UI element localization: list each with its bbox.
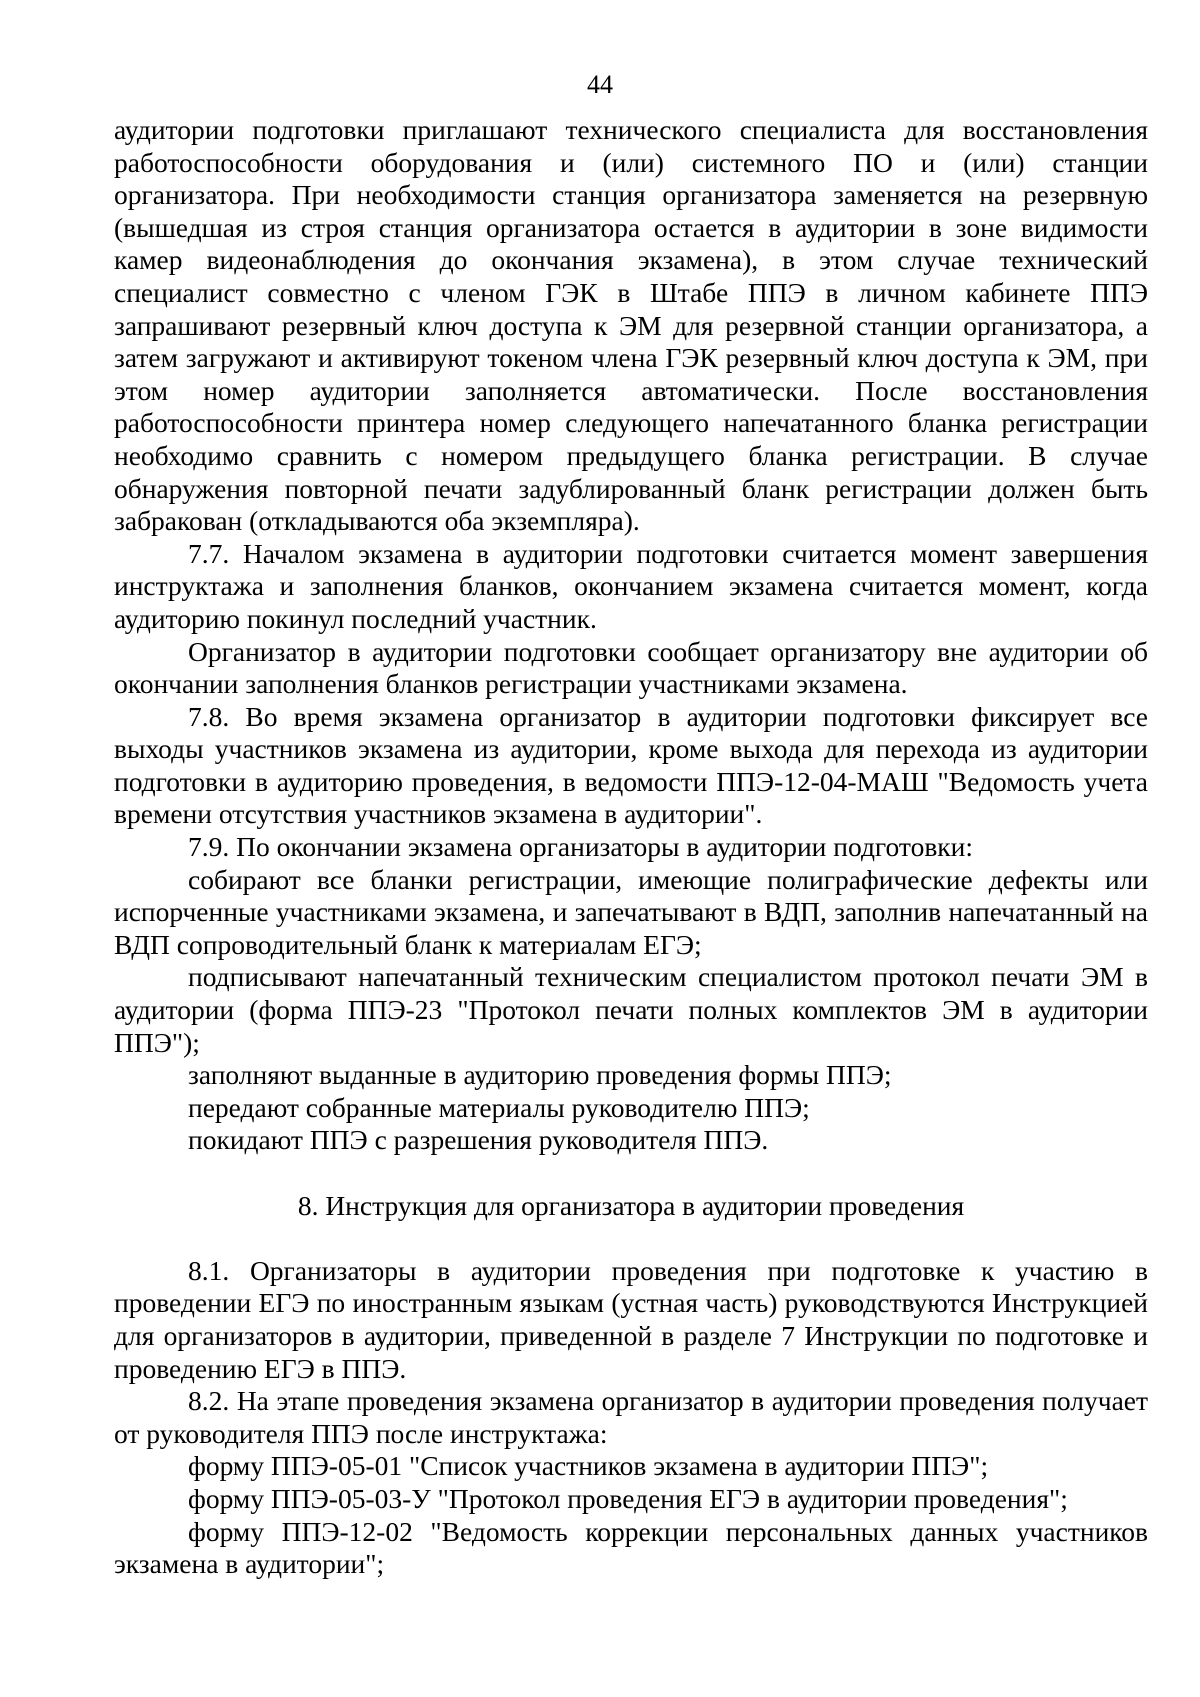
list-item-form-05-01: форму ППЭ-05-01 "Список участников экзамена в аудитории ППЭ"; (188, 1450, 989, 1482)
section-spacer (114, 1157, 1148, 1190)
paragraph-8-1: 8.1. Организаторы в аудитории проведения при подготовке к участию в проведении ЕГЭ по иностранным языкам (устная часть) руководствуются Инструкцией для организаторов в аудитории, приведенной в разделе 7 Инструкции по подготовке и проведению ЕГЭ в ППЭ. (114, 1254, 1148, 1384)
list-item-collect-forms: собирают все бланки регистрации, имеющие полиграфические дефекты или испорченные участниками экзамена, и запечатывают в ВДП, заполнив напечатанный на ВДП сопроводительный бланк к материалам ЕГЭ; (114, 863, 1148, 960)
document-body (114, 114, 1148, 1581)
paragraph-8-2: 8.2. На этапе проведения экзамена организатор в аудитории проведения получает от руководителя ППЭ после инструктажа: (114, 1385, 1148, 1449)
paragraph-7-7: 7.7. Началом экзамена в аудитории подготовки считается момент завершения инструктажа и заполнения бланков, окончанием экзамена считается момент, когда аудиторию покинул последний участник. (114, 537, 1148, 634)
list-item-fill-forms: заполняют выданные в аудиторию проведения формы ППЭ; (188, 1059, 892, 1091)
page-number: 44 (587, 70, 613, 99)
list-item-leave-ppe: покидают ППЭ с разрешения руководителя ППЭ. (188, 1124, 769, 1156)
section-spacer (114, 1222, 1148, 1255)
paragraph-organizer-report: Организатор в аудитории подготовки сообщает организатору вне аудитории об окончании заполнения бланков регистрации участниками экзамена. (114, 635, 1148, 700)
paragraph-7-8: 7.8. Во время экзамена организатор в аудитории подготовки фиксирует все выходы участников экзамена из аудитории, кроме выхода для перехода из аудитории подготовки в аудиторию проведения, в ведомости ППЭ-12-04-МАШ "Ведомость учета времени отсутствия участников экзамена в аудитории". (114, 700, 1148, 830)
list-item-sign-protocol: подписывают напечатанный техническим специалистом протокол печати ЭМ в аудитории (форма ППЭ-23 "Протокол печати полных комплектов ЭМ в аудитории ППЭ"); (114, 961, 1148, 1058)
list-item-hand-materials: передают собранные материалы руководителю ППЭ; (188, 1091, 810, 1123)
paragraph-continuation: аудитории подготовки приглашают технического специалиста для восстановления работоспособности оборудования и (или) системного ПО и (или) станции организатора. При необходимости станция организатора заменяется на резервную (вышедшая из строя станция организатора остается в аудитории в зоне видимости камер видеонаблюдения до окончания экзамена), в этом случае технический специалист совместно с членом ГЭК в Штабе ППЭ в личном кабинете ППЭ запрашивают резервный ключ доступа к ЭМ для резервной станции организатора, а затем загружают и активируют токеном члена ГЭК резервный ключ доступа к ЭМ, при этом номер аудитории заполняется автоматически. После восстановления работоспособности принтера номер следующего напечатанного бланка регистрации необходимо сравнить с номером предыдущего бланка регистрации. В случае обнаружения повторной печати задублированный бланк регистрации должен быть забракован (откладываются оба экземпляра). (114, 114, 1148, 537)
section-heading-8: 8. Инструкция для организатора в аудитории проведения (297, 1189, 965, 1221)
list-item-form-12-02: форму ППЭ-12-02 "Ведомость коррекции персональных данных участников экзамена в аудитории"; (114, 1515, 1148, 1580)
paragraph-7-9: 7.9. По окончании экзамена организаторы в аудитории подготовки: (188, 831, 974, 863)
list-item-form-05-03-u: форму ППЭ-05-03-У "Протокол проведения ЕГЭ в аудитории проведения"; (188, 1482, 1068, 1514)
